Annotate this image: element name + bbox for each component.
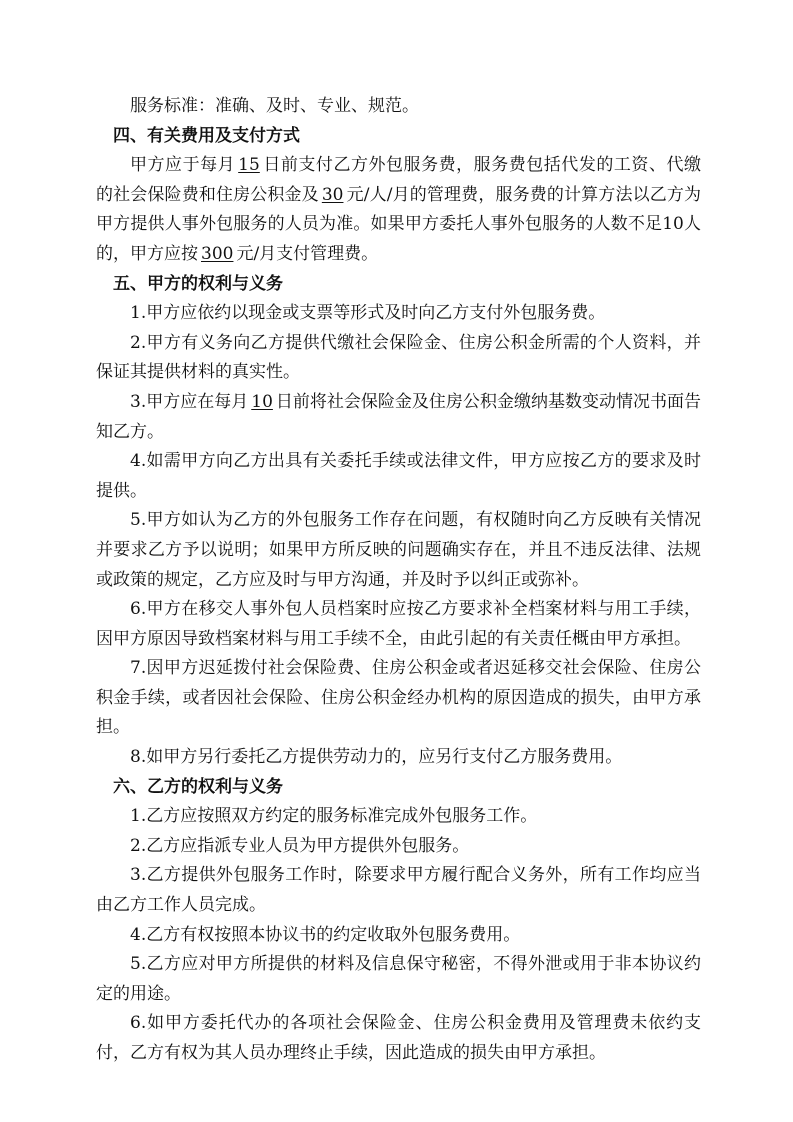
section-heading-party-a: 五、甲方的权利与义务 <box>113 273 283 294</box>
party-b-item-1: 1.乙方应按照双方约定的服务标准完成外包服务工作。 <box>130 806 538 827</box>
party-a-item-7: 7.因甲方迟延拨付社会保险费、住房公积金或者迟延移交社会保险、住房公积金手续，或者因社会保险、住房公积金经办机构的原因造成的损失，由甲方承担。 <box>96 658 701 738</box>
document-page <box>96 92 701 1069</box>
fee-text-a: 甲方应于每月 <box>130 155 236 176</box>
fee-amount-value: 30 <box>321 184 344 205</box>
party-a-item-3 <box>96 388 701 447</box>
fee-text-d: 元/月支付管理费。 <box>236 243 379 264</box>
party-a-item-3-day-value: 10 <box>251 391 273 412</box>
fee-paragraph <box>96 151 701 269</box>
party-a-item-3-text-b: 日前将社会保险金及住房公积金缴纳基数变动情况书面告知乙方。 <box>96 391 701 442</box>
party-a-item-4: 4.如需甲方向乙方出具有关委托手续或法律文件，甲方应按乙方的要求及时提供。 <box>96 451 701 501</box>
section-heading-fees: 四、有关费用及支付方式 <box>113 125 300 146</box>
party-a-item-6: 6.甲方在移交人事外包人员档案时应按乙方要求补全档案材料与用工手续，因甲方原因导致档案材料与用工手续不全，由此引起的有关责任概由甲方承担。 <box>96 599 701 649</box>
party-a-item-2: 2.甲方有义务向乙方提供代缴社会保险金、住房公积金所需的个人资料，并保证其提供材料的真实性。 <box>96 332 701 383</box>
fee-text-b: 日前支付乙方外包服务费，服务费包括代发的工资、代缴的社会保险费和住房公积金及 <box>96 155 702 205</box>
party-b-item-5: 5.乙方应对甲方所提供的材料及信息保守秘密，不得外泄或用于非本协议约定的用途。 <box>96 954 701 1004</box>
party-a-item-3-text-a: 3.甲方应在每月 <box>130 391 249 412</box>
service-standard: 服务标准：准确、及时、专业、规范。 <box>130 96 419 116</box>
party-b-item-4: 4.乙方有权按照本协议书的约定收取外包服务费用。 <box>130 924 521 945</box>
fee-min-value: 300 <box>201 243 234 264</box>
party-a-item-8: 8.如甲方另行委托乙方提供劳动力的，应另行支付乙方服务费用。 <box>130 747 623 768</box>
party-a-item-5: 5.甲方如认为乙方的外包服务工作存在问题，有权随时向乙方反映有关情况并要求乙方予以说明；如果甲方所反映的问题确实存在，并且不违反法律、法规或政策的规定，乙方应及时与甲方沟通，并及时予以纠正或弥补。 <box>96 510 701 590</box>
party-b-item-6: 6.如甲方委托代办的各项社会保险金、住房公积金费用及管理费未依约支付，乙方有权为其人员办理终止手续，因此造成的损失由甲方承担。 <box>96 1013 701 1063</box>
party-b-item-3: 3.乙方提供外包服务工作时，除要求甲方履行配合义务外，所有工作均应当由乙方工作人员完成。 <box>96 865 701 916</box>
section-heading-party-b: 六、乙方的权利与义务 <box>113 776 283 797</box>
party-b-item-2: 2.乙方应指派专业人员为甲方提供外包服务。 <box>130 835 470 856</box>
party-a-item-1: 1.甲方应依约以现金或支票等形式及时向乙方支付外包服务费。 <box>130 303 606 324</box>
fee-day-value: 15 <box>238 155 260 176</box>
fee-text-c: 元/人/月的管理费，服务费的计算方法以乙方为甲方提供人事外包服务的人员为准。如果甲方委托人事外包服务的人数不足10人的，甲方应按 <box>96 184 701 264</box>
